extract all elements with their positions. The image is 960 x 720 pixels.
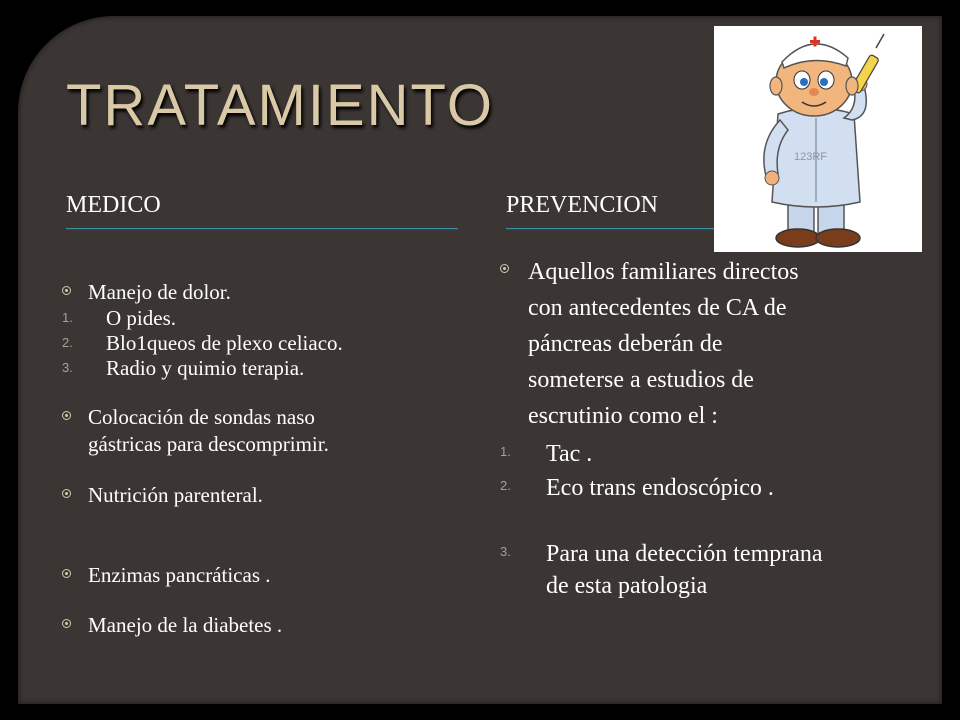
list-item-text: Aquellos familiares directos [528, 259, 799, 285]
heading-rule-left [66, 228, 458, 229]
list-number: 1. [500, 444, 511, 459]
list-item-text: páncreas deberán de [528, 331, 723, 357]
list-number: 3. [500, 544, 511, 559]
list-item-text: Manejo de la diabetes . [88, 613, 283, 637]
list-item-text: Nutrición parenteral. [88, 483, 263, 507]
heading-rule-right [506, 228, 726, 229]
list-item-text: con antecedentes de CA de [528, 295, 787, 321]
list-number: 3. [62, 360, 73, 375]
list-number: 1. [62, 310, 73, 325]
heading-prevencion: PREVENCION [506, 192, 659, 218]
bullet-icon [62, 569, 71, 578]
slide-title: TRATAMIENTO [66, 73, 494, 138]
watermark-text: 123RF [794, 151, 828, 163]
list-item-text: O pides. [106, 306, 176, 330]
doctor-syringe-icon [714, 26, 922, 252]
bullet-icon [62, 411, 71, 420]
list-item-text: Radio y quimio terapia. [106, 356, 305, 380]
list-number: 2. [62, 335, 73, 350]
list-item-text: Para una detección temprana [546, 541, 823, 567]
list-item-text: Manejo de dolor. [88, 280, 231, 304]
list-item-text: Enzimas pancráticas . [88, 563, 271, 587]
list-number: 2. [500, 478, 511, 493]
doctor-illustration [714, 26, 922, 252]
bullet-icon [62, 286, 71, 295]
bullet-icon [62, 619, 71, 628]
heading-medico: MEDICO [66, 192, 161, 218]
list-item-text: Tac . [546, 441, 593, 467]
bullet-icon [500, 264, 509, 273]
list-item-text: someterse a estudios de [528, 367, 754, 393]
list-item-text: Blo1queos de plexo celiaco. [106, 331, 343, 355]
list-item-text: Colocación de sondas naso [88, 405, 315, 429]
list-item-text: gástricas para descomprimir. [88, 432, 329, 456]
bullet-icon [62, 489, 71, 498]
list-item-text: de esta patologia [546, 573, 708, 599]
list-item-text: escrutinio como el : [528, 403, 718, 429]
list-item-text: Eco trans endoscópico . [546, 475, 774, 501]
